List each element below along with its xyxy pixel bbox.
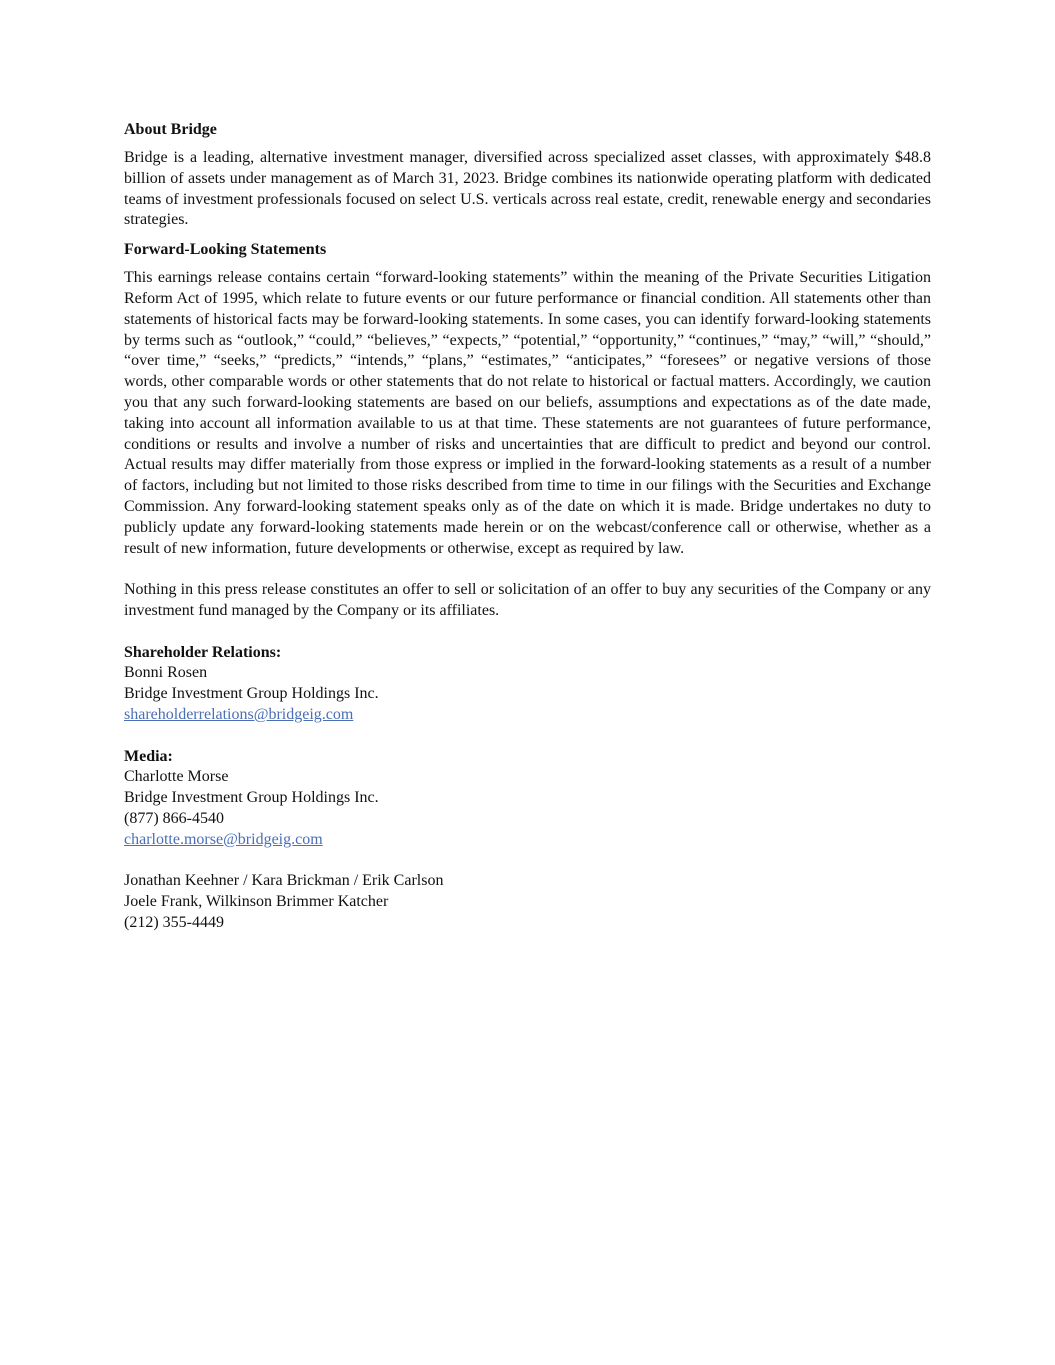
media-contact-name: Charlotte Morse — [124, 768, 229, 786]
document-page — [124, 119, 931, 934]
forward-looking-heading: Forward-Looking Statements — [124, 241, 327, 259]
shareholder-contact-name: Bonni Rosen — [124, 664, 208, 682]
media-contact-company: Bridge Investment Group Holdings Inc. — [124, 789, 379, 807]
agency-phone: (212) 355-4449 — [124, 913, 224, 931]
shareholder-relations-contact — [124, 643, 931, 726]
forward-looking-paragraph: This earnings release contains certain “forward-looking statements” within the meaning of the Private Securities Litigation Reform Act of 1995, which relate to future events or our future performance or financial condition. All statements other than statements of historical facts may be forward-looking statements. In some cases, you can identify forward-looking statements by terms such as “outlook,” “could,” “believes,” “expects,” “potential,” “opportunity,” “continues,” “may,” “will,” “should,” “over time,” “seeks,” “predicts,” “intends,” “plans,” “estimates,” “anticipates,” “foresees” or negative versions of those words, other comparable words or other statements that do not relate to historical or factual matters. Accordingly, we caution you that any such forward-looking statements are based on our beliefs, assumptions and expectations as of the date made, taking into account all information available to us at that time. These statements are not guarantees of future performance, conditions or results and involve a number of risks and uncertainties that are difficult to predict and beyond our control. Actual results may differ materially from those express or implied in the forward-looking statements as a result of a number of factors, including but not limited to those risks described from time to time in our filings with the Securities and Exchange Commission. Any forward-looking statement speaks only as of the date on which it is made. Bridge undertakes no duty to publicly update any forward-looking statements made herein or on the webcast/conference call or otherwise, whether as a result of new information, future developments or otherwise, except as required by law. — [124, 269, 931, 557]
agency-contact — [124, 871, 931, 933]
agency-contact-names: Jonathan Keehner / Kara Brickman / Erik Carlson — [124, 872, 444, 890]
media-email-link[interactable]: charlotte.morse@bridgeig.com — [124, 830, 323, 848]
about-heading: About Bridge — [124, 121, 217, 138]
media-contact-phone: (877) 866-4540 — [124, 809, 224, 827]
disclaimer-paragraph: Nothing in this press release constitutes an offer to sell or solicitation of an offer to buy any securities of the Company or any investment fund managed by the Company or its affiliates. — [124, 581, 931, 619]
shareholder-relations-heading: Shareholder Relations: — [124, 643, 282, 661]
media-heading: Media: — [124, 747, 173, 765]
about-paragraph: Bridge is a leading, alternative investment manager, diversified across specialized asset classes, with approximately $48.8 billion of assets under management as of March 31, 2023. Bridge combines its nationwide operating platform with dedicated teams of investment professionals focused on select U.S. verticals across real estate, credit, renewable energy and secondaries strategies. — [124, 149, 931, 229]
about-section — [124, 119, 931, 231]
forward-looking-section — [124, 239, 931, 622]
shareholder-contact-company: Bridge Investment Group Holdings Inc. — [124, 685, 379, 703]
media-contact — [124, 747, 931, 851]
shareholder-email-link[interactable]: shareholderrelations@bridgeig.com — [124, 705, 354, 723]
agency-firm-name: Joele Frank, Wilkinson Brimmer Katcher — [124, 893, 389, 911]
